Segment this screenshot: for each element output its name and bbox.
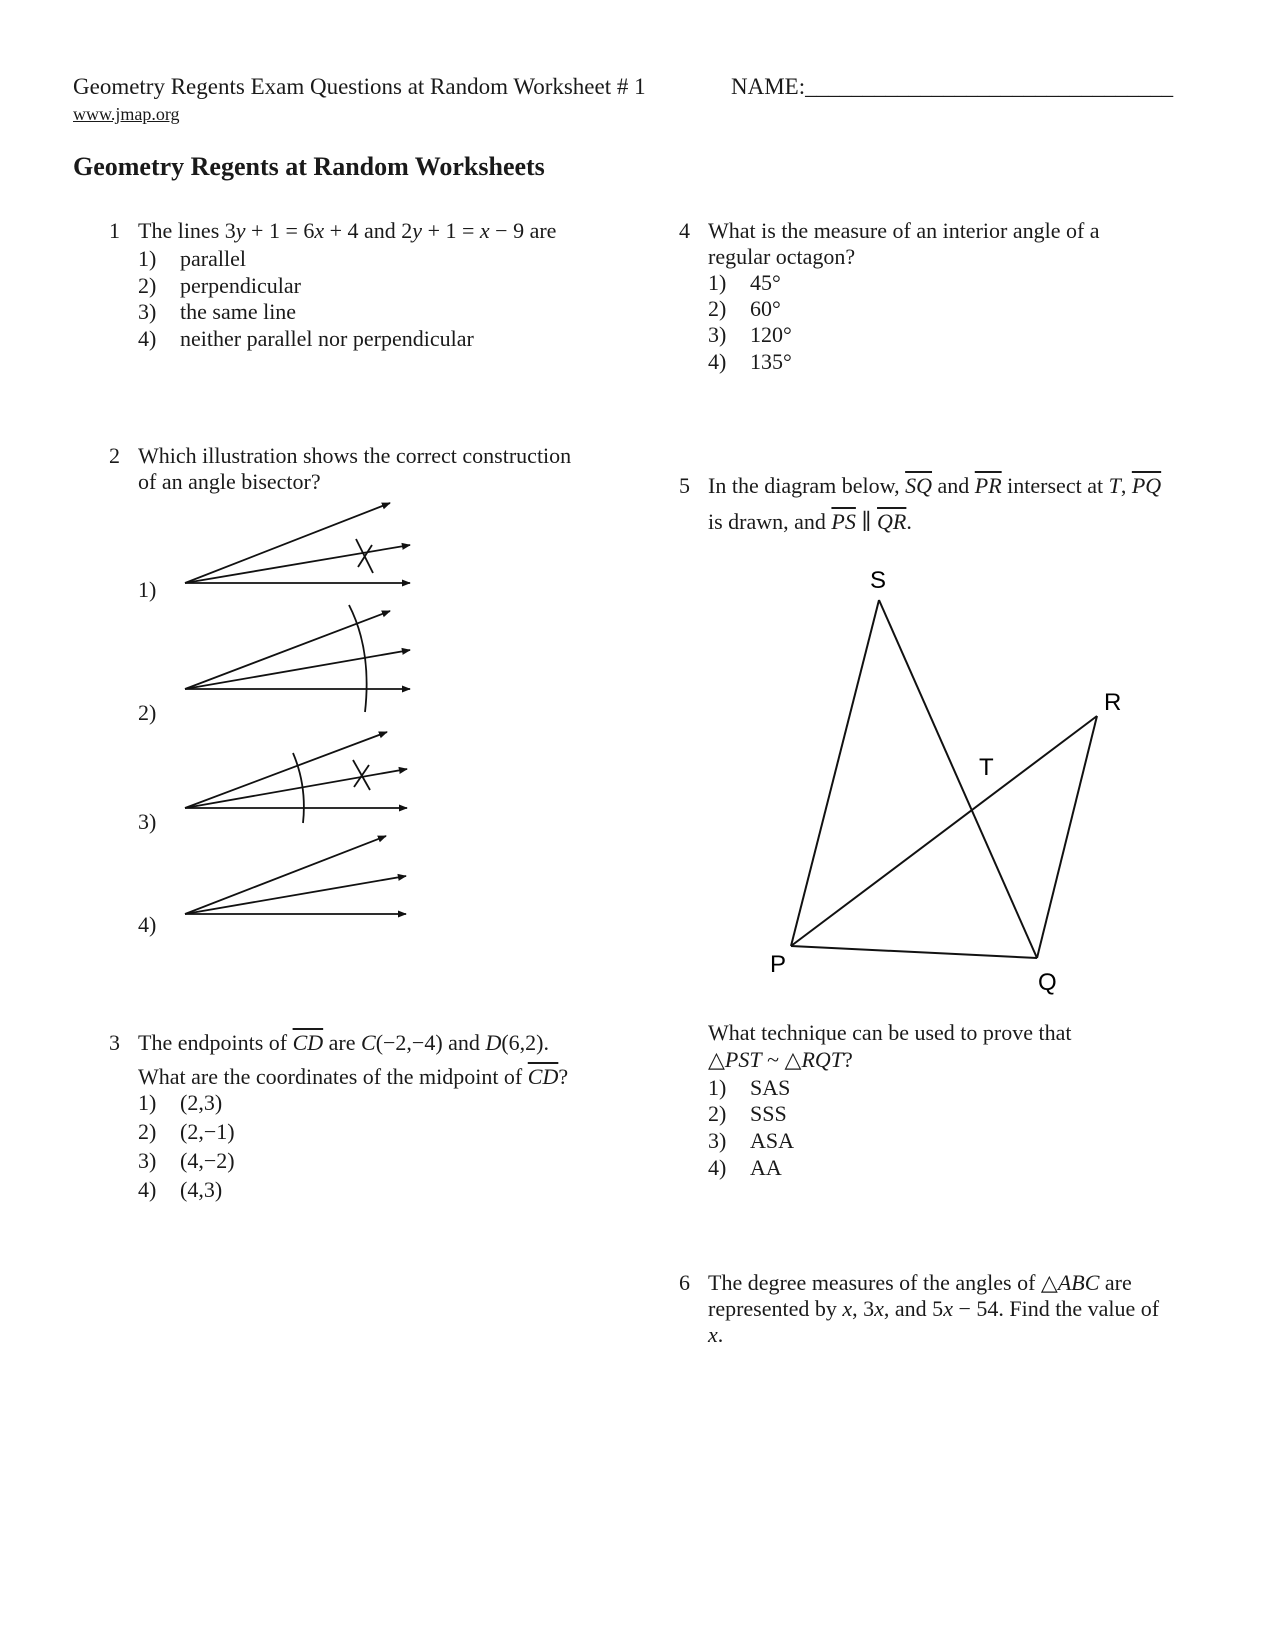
q5-prompt-line1: What technique can be used to prove that xyxy=(708,1020,1072,1045)
q1-choice-4[interactable]: 4) neither parallel nor perpendicular xyxy=(138,326,474,351)
point-s-label: S xyxy=(870,567,887,594)
page-heading: Geometry Regents at Random Worksheets xyxy=(73,152,545,181)
segment-pr xyxy=(791,716,1097,946)
worksheet-title: Geometry Regents Exam Questions at Random Worksheet # 1 xyxy=(73,74,646,99)
q5-text-line1: In the diagram below, $\overline{SQ}$ and $\overline{PR}$ intersect at T, $\overline{PQ}$ xyxy=(708,473,1162,498)
point-t-label: T xyxy=(979,754,994,781)
q2-choice-2-label[interactable]: 2) xyxy=(138,700,157,725)
q2-choice-3-label[interactable]: 3) xyxy=(138,809,157,834)
q5-choice-3[interactable]: 3) ASA xyxy=(708,1128,795,1153)
q1-text: The lines 3y + 1 = 6x + 4 and 2y + 1 = x − 9 are xyxy=(138,218,557,243)
q3-text-line1: The endpoints of $\overline{CD}$ are C(−2,−4) and D(6,2). xyxy=(138,1030,549,1055)
q2-text-line1: Which illustration shows the correct construction xyxy=(138,443,572,468)
q6-text-line3: x. xyxy=(708,1322,724,1347)
q6-text-line2: represented by x, 3x, and 5x − 54. Find the value of xyxy=(708,1296,1160,1321)
q2-text-line2: of an angle bisector? xyxy=(138,469,321,494)
point-p-label: P xyxy=(770,951,787,978)
q5-number: 5 xyxy=(679,473,690,498)
q5-prompt-line2: △PST ~ △RQT? xyxy=(708,1047,853,1072)
q5-text-line2: is drawn, and $\overline{PS}$ ∥ $\overline{QR}$. xyxy=(708,509,912,534)
point-r-label: R xyxy=(1104,689,1122,716)
q2-choice-4-label[interactable]: 4) xyxy=(138,912,157,937)
q3-number: 3 xyxy=(109,1030,120,1055)
q6-text-line1: The degree measures of the angles of △ABC are xyxy=(708,1270,1132,1295)
segment-ps xyxy=(791,600,879,946)
q4-choice-2[interactable]: 2) 60° xyxy=(708,296,781,321)
segment-pq xyxy=(791,946,1037,958)
q1-choice-3[interactable]: 3) the same line xyxy=(138,299,297,324)
q4-choice-1[interactable]: 1) 45° xyxy=(708,270,781,295)
q4-number: 4 xyxy=(679,218,690,243)
q2-choice-1-label[interactable]: 1) xyxy=(138,577,157,602)
q3-choice-4[interactable]: 4) (4,3) xyxy=(138,1177,223,1202)
q4-text-line1: What is the measure of an interior angle of a xyxy=(708,218,1100,243)
point-q-label: Q xyxy=(1038,969,1057,996)
q5-choice-2[interactable]: 2) SSS xyxy=(708,1101,787,1126)
q1-choice-1[interactable]: 1) parallel xyxy=(138,246,246,271)
q4-text-line2: regular octagon? xyxy=(708,244,856,269)
q3-choice-3[interactable]: 3) (4,−2) xyxy=(138,1148,235,1173)
q2-number: 2 xyxy=(109,443,120,468)
q5-choice-1[interactable]: 1) SAS xyxy=(708,1075,791,1100)
q4-choice-3[interactable]: 3) 120° xyxy=(708,322,792,347)
q6-number: 6 xyxy=(679,1270,690,1295)
q5-choice-4[interactable]: 4) AA xyxy=(708,1155,782,1180)
name-field[interactable]: NAME:________________________________ xyxy=(731,74,1174,99)
site-link[interactable]: www.jmap.org xyxy=(73,104,180,124)
segment-qr xyxy=(1037,716,1097,958)
q4-choice-4[interactable]: 4) 135° xyxy=(708,349,792,374)
q3-choice-1[interactable]: 1) (2,3) xyxy=(138,1090,223,1115)
q1-number: 1 xyxy=(109,218,120,243)
q3-text-line2: What are the coordinates of the midpoint of $\overline{CD}$? xyxy=(138,1064,569,1089)
q1-choice-2[interactable]: 2) perpendicular xyxy=(138,273,301,298)
q3-choice-2[interactable]: 2) (2,−1) xyxy=(138,1119,235,1144)
